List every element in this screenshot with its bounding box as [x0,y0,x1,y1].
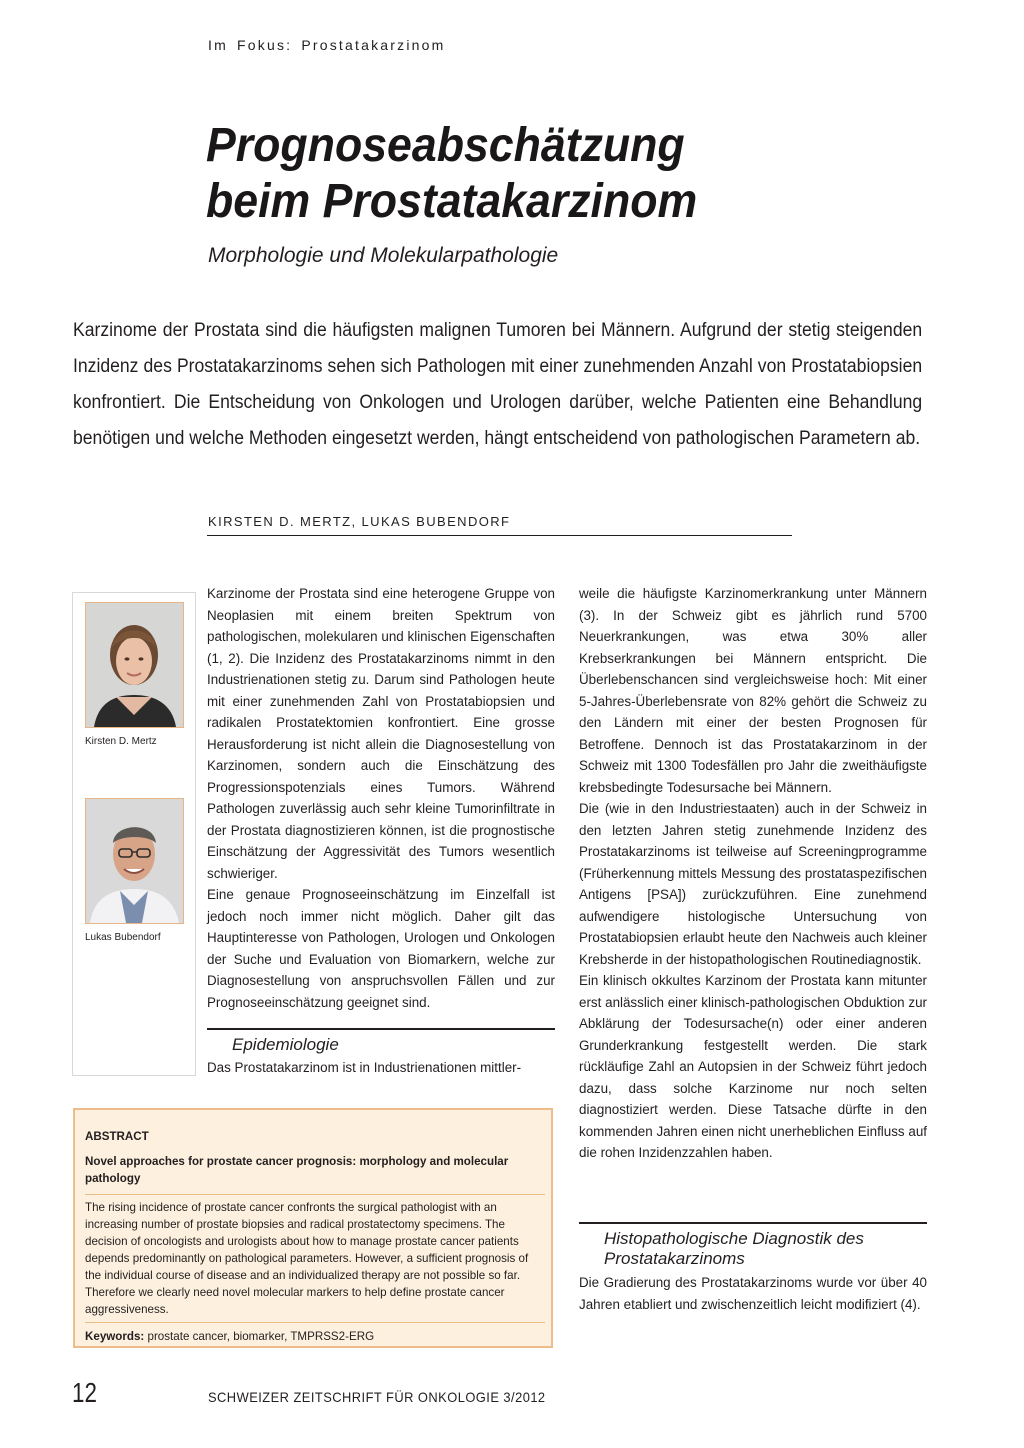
body-paragraph: Eine genaue Prognoseeinschätzung im Einzelfall ist jedoch noch immer nicht möglich. Daher gilt das Hauptinteresse von Pathologen, Urologen und Onkologen der Suche und Evaluation von Biomarkern, welche zur Diagnosestellung von anspruchsvollen Fällen und zur Prognoseeinschätzung geeignet sind. [207,887,555,1010]
keywords-list: prostate cancer, biomarker, TMPRSS2-ERG [144,1330,375,1343]
body-paragraph: Das Prostatakarzinom ist in Industrienationen mittler- [207,1060,522,1075]
page-number: 12 [72,1377,97,1408]
body-paragraph: Karzinome der Prostata sind eine heterogene Gruppe von Neoplasien mit einem breiten Spektrum von pathologischen, molekularen und klinischen Eigenschaften (1, 2). Die Inzidenz des Prostatakarzinoms nimmt in den Industrienationen stetig zu. Darum sind Pathologen heute mit einer zunehmenden Zahl von Prostatabiopsien und radikalen Prostatektomien konfrontiert. Eine grosse Herausforderung ist nicht allein die Diagnosestellung von Karzinomen, sondern auch die Einschätzung des Progressionspotenzials eines Tumors. Während Pathologen zuverlässig auch sehr kleine Tumorinfiltrate in der Prostata diagnostizieren können, ist die prognostische Einschätzung der Aggressivität des Tumors wesentlich schwieriger. [207,586,555,881]
title-line-2: beim Prostatakarzinom [206,175,698,228]
section-heading-epidemiologie: Epidemiologie [232,1035,339,1054]
section-rule [207,1028,555,1030]
portrait-photo-bubendorf [85,798,184,924]
title-line-1: Prognoseabschätzung [206,119,685,172]
portrait-column [72,592,196,1076]
section-rubric: Im Fokus: Prostatakarzinom [208,37,446,53]
article-subtitle: Morphologie und Molekularpathologie [208,244,559,267]
abstract-keywords [85,1322,545,1345]
body-column-right [579,583,927,1164]
abstract-heading: ABSTRACT [85,1130,149,1143]
body-paragraph: Die Gradierung des Prostatakarzinoms wurde vor über 40 Jahren etabliert und zwischenzeitlich leicht modifiziert (4). [579,1275,927,1312]
body-paragraph: Ein klinisch okkultes Karzinom der Prostata kann mitunter erst anlässlich einer klinisch-pathologischen Obduktion zur Abklärung der Todesursache(n) oder einer anderen Grunderkrankung festgestellt werden. Die stark rückläufige Zahl an Autopsien in der Schweiz führt jedoch dazu, dass solche Karzinome nur noch selten diagnostiziert werden. Diese Tatsache dürfte in den kommenden Jahren einen nicht unerheblichen Einfluss auf die rohen Inzidenzzahlen haben. [579,973,927,1160]
portrait-caption-mertz: Kirsten D. Mertz [85,736,157,747]
author-rule [207,535,792,536]
abstract-box [73,1108,553,1348]
keywords-label: Keywords: [85,1330,145,1343]
section-heading-histopathologie: Histopathologische Diagnostik des Prostatakarzinoms [604,1229,864,1268]
lead-paragraph: Karzinome der Prostata sind die häufigsten malignen Tumoren bei Männern. Aufgrund der stetig steigenden Inzidenz des Prostatakarzinoms sehen sich Pathologen mit einer zunehmenden Anzahl von Prostatabiopsien konfrontiert. Die Entscheidung von Onkologen und Urologen darüber, welche Patienten eine Behandlung benötigen und welche Methoden eingesetzt werden, hängt entscheidend von pathologischen Parametern ab. [73,320,923,449]
portrait-photo-mertz [85,602,184,728]
journal-name: SCHWEIZER ZEITSCHRIFT FÜR ONKOLOGIE 3/2012 [208,1389,546,1405]
section-rule [579,1222,927,1224]
portrait-caption-bubendorf: Lukas Bubendorf [85,932,161,943]
portrait-woman-image [86,603,183,727]
body-paragraph: Die (wie in den Industriestaaten) auch in der Schweiz in den letzten Jahren stetig zunehmende Inzidenz des Prostatakarzinoms ist teilweise auf Screeningprogramme (Früherkennung mittels Messung des prostataspezifischen Antigens [PSA]) zurückzuführen. Eine zunehmend aufwendigere histologische Untersuchung von Prostatabiopsien erlaubt heute den Nachweis auch kleiner Krebsherde in der histopathologischen Routinediagnostik. [579,801,927,967]
portrait-man-image [86,799,183,923]
article-title [206,118,913,230]
author-line: KIRSTEN D. MERTZ, LUKAS BUBENDORF [208,514,511,529]
body-column-middle [207,583,555,1013]
abstract-title: Novel approaches for prostate cancer prognosis: morphology and molecular pathology [85,1155,509,1185]
body-paragraph: weile die häufigste Karzinomerkrankung unter Männern (3). In der Schweiz gibt es jährlich rund 5700 Neuerkrankungen, was etwa 30% aller Krebserkrankungen bei Männern entspricht. Die Überlebenschancen sind vergleichsweise hoch: Mit einer 5-Jahres-Überlebensrate von 82% gehört die Schweiz zu den Ländern mit einer der besten Prognosen für Betroffene. Dennoch ist das Prostatakarzinom in der Schweiz mit 1300 Todesfällen pro Jahr die zweithäufigste krebsbedingte Todesursache bei Männern. [579,586,927,795]
abstract-text: The rising incidence of prostate cancer confronts the surgical pathologist with an increasing number of prostate biopsies and radical prostatectomy specimens. The decision of oncologists and urologists about how to manage prostate cancer patients depends predominantly on pathological parameters. However, a sufficient prognosis of the individual course of disease and an individualized therapy are not possible so far. Therefore we clearly need novel molecular markers to help define prostate cancer aggressiveness. [85,1194,545,1318]
